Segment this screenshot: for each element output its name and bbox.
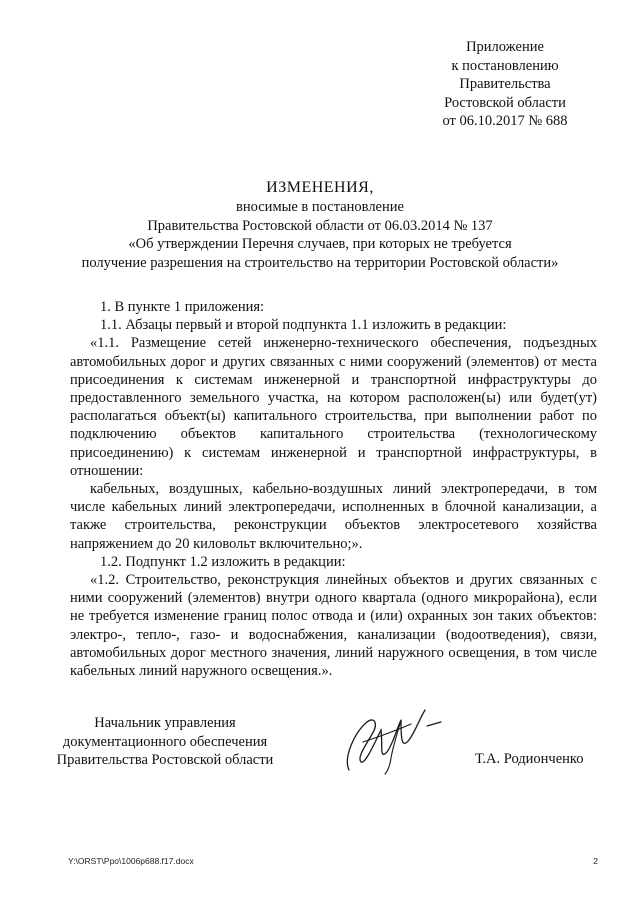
appendix-line: Правительства — [459, 76, 551, 92]
file-path: Y:\ORST\Ppo\1006p688.f17.docx — [68, 856, 194, 866]
document-title: ИЗМЕНЕНИЯ, — [266, 179, 374, 196]
heading-line: «Об утверждении Перечня случаев, при которых не требуется — [128, 236, 512, 252]
document-heading — [40, 178, 600, 272]
paragraph: «1.2. Строительство, реконструкция линейных объектов и других связанных с ними сооружений (элементов) внутри одного квартала (одного микрорайона), если не требуется изменение границ полос отвода и (или) охранных зон таких объектов: электро-, тепло-, газо- и водоснабжения, канализации (водоотведения), связи, автомобильных дорог местного значения, линий наружного освещения, в том числе кабельных линий наружного освещения.». — [70, 572, 597, 680]
position-line: Правительства Ростовской области — [56, 752, 274, 768]
paragraph: кабельных, воздушных, кабельно-воздушных линий электропередачи, в том числе кабельных линий электропередачи, исполненных в блочной канализации, а также строительства, реконструкции объектов электросетевого хозяйства напряжением до 20 киловольт включительно;». — [70, 481, 597, 552]
page-number: 2 — [593, 856, 598, 866]
paragraph: «1.1. Размещение сетей инженерно-технического обеспечения, подъездных автомобильных дорог и других связанных с ними сооружений (элементов) от места присоединения к системам инженерной и транспортной инфраструктуры до предоставленного земельного участка, на котором расположен(ы) или будет(ут) располагаться объект(ы) капитального строительства, при выполнении работ по подключению объектов капитального строительства (технологическому присоединению) к системам инженерной и транспортной инфраструктуры, в отношении: — [70, 335, 597, 479]
handwritten-signature — [335, 702, 445, 777]
position-line: документационного обеспечения — [62, 733, 268, 750]
heading-line: Правительства Ростовской области от 06.03.2014 № 137 — [147, 217, 493, 234]
heading-line: вносимые в постановление — [236, 199, 404, 215]
heading-line: получение разрешения на строительство на территории Ростовской области» — [81, 254, 559, 271]
paragraph: 1.1. Абзацы первый и второй подпункта 1.1 изложить в редакции: — [100, 317, 507, 334]
appendix-line: к постановлению — [451, 57, 559, 74]
paragraph: 1. В пункте 1 приложения: — [100, 299, 265, 315]
appendix-line: от 06.10.2017 № 688 — [442, 113, 568, 129]
appendix-block — [410, 38, 600, 131]
appendix-line: Приложение — [466, 39, 544, 55]
paragraph: 1.2. Подпункт 1.2 изложить в редакции: — [100, 553, 346, 570]
signer-name: Т.А. Родионченко — [475, 751, 584, 767]
appendix-line: Ростовской области — [444, 94, 566, 111]
signer-position — [40, 714, 290, 770]
document-body — [70, 298, 597, 680]
position-line: Начальник управления — [94, 715, 236, 731]
